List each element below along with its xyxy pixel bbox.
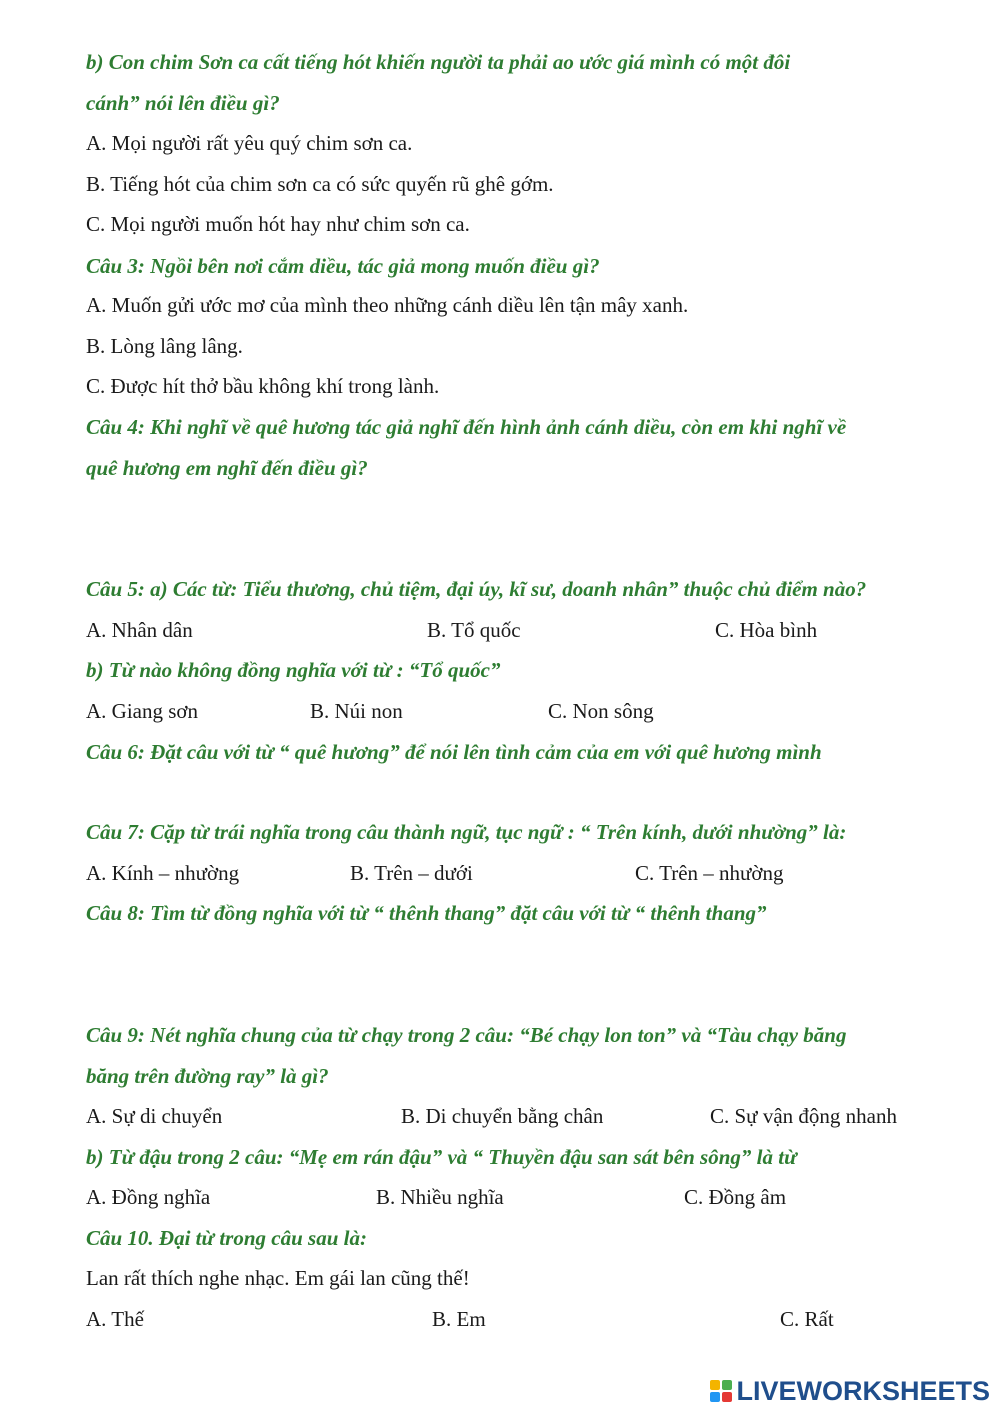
answer-option[interactable]: A. Giang sơn xyxy=(86,699,199,723)
answer-option[interactable]: B. Di chuyển bằng chân xyxy=(401,1104,604,1128)
answer-option[interactable]: C. Non sông xyxy=(548,699,654,723)
answer-option[interactable]: A. Thế xyxy=(86,1307,144,1331)
question-3: Câu 3: Ngồi bên nơi cắm diều, tác giả mong muốn điều gì? xyxy=(86,254,600,278)
answer-option[interactable]: C. Trên – nhường xyxy=(635,861,784,885)
question-8: Câu 8: Tìm từ đồng nghĩa với từ “ thênh thang” đặt câu với từ “ thênh thang” xyxy=(86,901,767,925)
answer-option[interactable]: A. Muốn gửi ước mơ của mình theo những cánh diều lên tận mây xanh. xyxy=(86,293,689,317)
answer-option[interactable]: C. Hòa bình xyxy=(715,618,818,642)
question-9b: b) Từ đậu trong 2 câu: “Mẹ em rán đậu” và “ Thuyền đậu san sát bên sông” là từ xyxy=(86,1145,797,1169)
answer-option[interactable]: B. Nhiều nghĩa xyxy=(376,1185,504,1209)
answer-option[interactable]: A. Kính – nhường xyxy=(86,861,240,885)
answer-option[interactable]: B. Tiếng hót của chim sơn ca có sức quyến rũ ghê gớm. xyxy=(86,172,554,196)
question-4-line-1: Câu 4: Khi nghĩ về quê hương tác giả nghĩ đến hình ảnh cánh diều, còn em khi nghĩ về xyxy=(86,415,847,439)
liveworksheets-logo-icon xyxy=(710,1380,732,1402)
logo-text: LIVEWORKSHEETS xyxy=(736,1375,990,1406)
question-5a: Câu 5: a) Các từ: Tiểu thương, chủ tiệm, đại úy, kĩ sư, doanh nhân” thuộc chủ điểm nào? xyxy=(86,577,867,601)
question-2b-line-2: cánh” nói lên điều gì? xyxy=(86,91,280,115)
question-7: Câu 7: Cặp từ trái nghĩa trong câu thành ngữ, tục ngữ : “ Trên kính, dưới nhường” là: xyxy=(86,820,847,844)
answer-option[interactable]: C. Sự vận động nhanh xyxy=(710,1104,897,1128)
answer-option[interactable]: A. Sự di chuyển xyxy=(86,1104,223,1128)
answer-option[interactable]: A. Mọi người rất yêu quý chim sơn ca. xyxy=(86,131,413,155)
question-5b: b) Từ nào không đồng nghĩa với từ : “Tổ quốc” xyxy=(86,658,501,682)
question-9-line-1: Câu 9: Nét nghĩa chung của từ chạy trong 2 câu: “Bé chạy lon ton” và “Tàu chạy băng xyxy=(86,1023,847,1047)
answer-option[interactable]: B. Tổ quốc xyxy=(427,618,521,642)
answer-option[interactable]: B. Núi non xyxy=(310,699,403,723)
answer-option[interactable]: B. Em xyxy=(432,1307,486,1331)
answer-option[interactable]: C. Rất xyxy=(780,1307,834,1331)
answer-option[interactable]: A. Nhân dân xyxy=(86,618,193,642)
question-9-line-2: băng trên đường ray” là gì? xyxy=(86,1064,329,1088)
question-2b-line-1: b) Con chim Sơn ca cất tiếng hót khiến người ta phải ao ước giá mình có một đôi xyxy=(86,50,791,74)
answer-option[interactable]: C. Đồng âm xyxy=(684,1185,787,1209)
question-4-line-2: quê hương em nghĩ đến điều gì? xyxy=(86,456,368,480)
liveworksheets-logo[interactable] xyxy=(710,1376,990,1406)
answer-option[interactable]: C. Được hít thở bầu không khí trong lành. xyxy=(86,374,440,398)
answer-option[interactable]: B. Trên – dưới xyxy=(350,861,473,885)
question-10: Câu 10. Đại từ trong câu sau là: xyxy=(86,1226,367,1250)
question-6: Câu 6: Đặt câu với từ “ quê hương” để nói lên tình cảm của em với quê hương mình xyxy=(86,740,822,764)
answer-option[interactable]: B. Lòng lâng lâng. xyxy=(86,334,243,358)
question-10-sentence: Lan rất thích nghe nhạc. Em gái lan cũng thế! xyxy=(86,1266,470,1290)
answer-option[interactable]: A. Đồng nghĩa xyxy=(86,1185,211,1209)
answer-option[interactable]: C. Mọi người muốn hót hay như chim sơn ca. xyxy=(86,212,470,236)
